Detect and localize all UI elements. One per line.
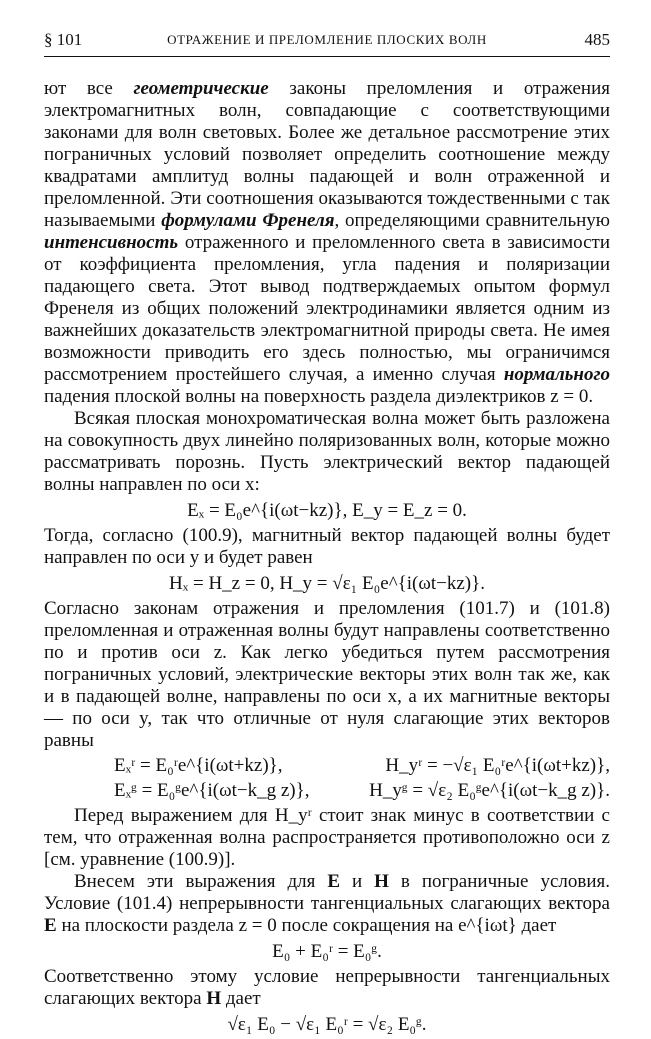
book-page (44, 30, 611, 1035)
equation-row-reflected (44, 755, 610, 777)
paragraph-2: Всякая плоская монохроматическая волна может быть разложена на совокупность двух линейно поляризованных волн, которые можно рассматривать порознь. Пусть электрический вектор падающей волны направлен по оси x: (44, 408, 610, 495)
paragraph-6: Внесем эти выражения для E и H в пограничные условия. Условие (101.4) непрерывности тангенциальных слагающих вектора E на плоскости раздела z = 0 после сокращения на e^{iωt} дает (44, 871, 611, 936)
equation-boundary-e: E₀ + E₀ʳ = E₀ᵍ. (272, 941, 382, 962)
running-header (44, 30, 610, 52)
equation-boundary-h: √ε₁ E₀ − √ε₁ E₀ʳ = √ε₂ E₀ᵍ. (227, 1014, 427, 1035)
equation-row-refracted (44, 780, 610, 802)
equation-h-reflected: H_yʳ = −√ε₁ E₀ʳe^{i(ωt+kz)}, (385, 755, 610, 776)
section-number: § 101 (44, 30, 83, 49)
paragraph-4: Согласно законам отражения и преломления (101.7) и (101.8) преломленная и отраженная волны будут направлены соответственно по и против оси z. Как легко убедиться путем рассмотрения пограничных условий, электрические векторы этих волн так же, как и в падающей волне, направлены по оси x, а их магнитные векторы — по оси y, так что отличные от нуля слагающие этих векторов равны (44, 598, 610, 751)
paragraph-3: Тогда, согласно (100.9), магнитный вектор падающей волны будет направлен по оси y и будет равен (44, 525, 610, 568)
chapter-title: ОТРАЖЕНИЕ И ПРЕЛОМЛЕНИЕ ПЛОСКИХ ВОЛН (167, 32, 487, 47)
paragraph-7: Соответственно этому условие непрерывности тангенциальных слагающих вектора H дает (44, 966, 610, 1009)
header-rule (44, 56, 610, 57)
body-text (44, 78, 610, 1039)
equation-e-refracted: Eₓᵍ = E₀ᵍe^{i(ωt−k_g z)}, (114, 780, 310, 801)
page-number: 485 (584, 30, 610, 49)
paragraph-1: ют все геометрические законы преломления и отражения электромагнитных волн, совпадающие с соответствующими законами для волн световых. Более же детальное рассмотрение этих пограничных условий позволяет определить соотношение между квадратами амплитуд волны падающей и волн отраженной и преломленной. Эти соотношения оказываются тождественными с так называемыми формулами Френеля, определяющими сравнительную интенсивность отраженного и преломленного света в зависимости от коэффициента преломления, угла падения и поляризации падающего света. Этот вывод подтверждаемых опытом формул Френеля из общих положений электродинамики является одним из важнейших доказательств электромагнитной природы света. Не имея возможности приводить его здесь полностью, мы ограничимся рассмотрением простейшего случая, а именно случая нормального падения плоской волны на поверхность раздела диэлектриков z = 0. (44, 78, 610, 407)
equation-incident-e: Eₓ = E₀e^{i(ωt−kz)}, E_y = E_z = 0. (187, 500, 467, 521)
paragraph-5: Перед выражением для H_yʳ стоит знак минус в соответствии с тем, что отраженная волна распространяется противоположно оси z [см. уравнение (100.9)]. (44, 805, 610, 870)
equation-h-refracted: H_yᵍ = √ε₂ E₀ᵍe^{i(ωt−k_g z)}. (369, 780, 610, 801)
equation-e-reflected: Eₓʳ = E₀ʳe^{i(ωt+kz)}, (114, 755, 283, 776)
equation-incident-h: Hₓ = H_z = 0, H_y = √ε₁ E₀e^{i(ωt−kz)}. (169, 573, 485, 594)
